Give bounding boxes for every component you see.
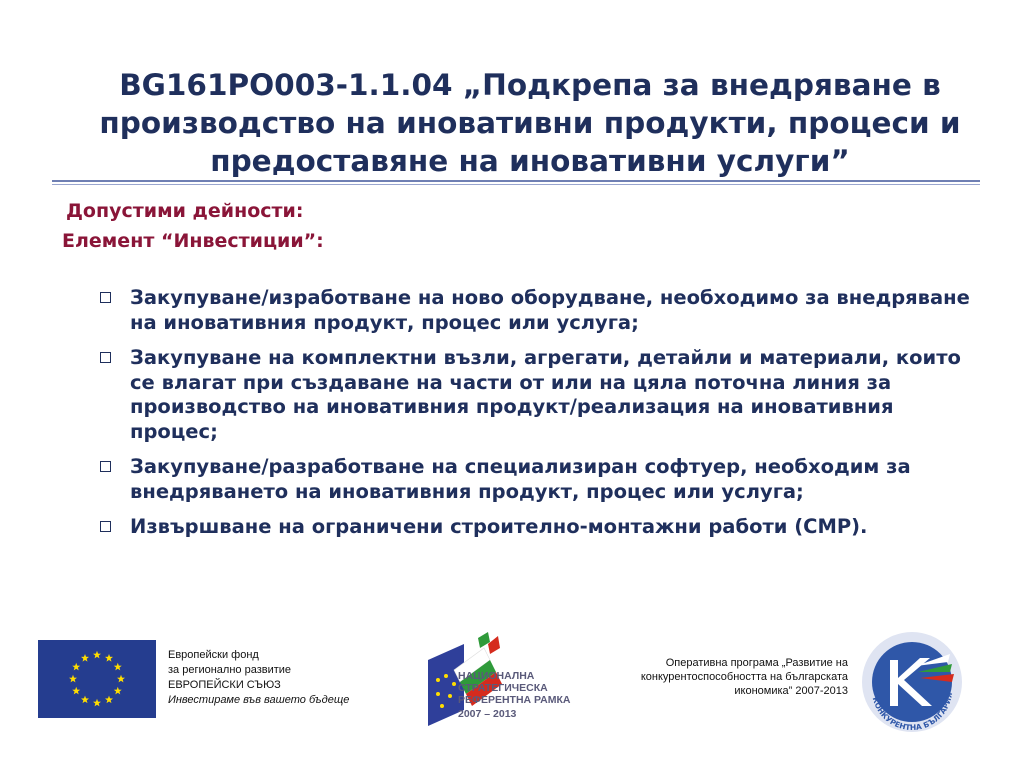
op-text-line: конкурентоспособността на българската [640, 671, 848, 683]
nsrf-text-line: РЕФЕРЕНТНА РАМКА [458, 694, 571, 706]
checkbox-bullet-icon [100, 352, 111, 363]
investments-element-heading: Елемент “Инвестиции”: [62, 230, 324, 252]
eu-star-icon [69, 675, 77, 683]
title-line: производство на иновативни продукти, процеси и [99, 106, 961, 140]
eu-star-icon [81, 654, 89, 662]
checkbox-bullet-icon [100, 521, 111, 532]
eu-text-line: Европейски фонд [168, 649, 259, 661]
eligible-activities-heading: Допустими дейности: [66, 200, 304, 222]
eu-star-icon [117, 675, 125, 683]
checkbox-bullet-icon [100, 461, 111, 472]
eu-star-icon [105, 654, 113, 662]
list-item-text: Закупуване на комплектни възли, агрегати, детайли и материали, които се влагат при създаване на части от или на цяла поточна линия за производство на иновативния продукт/реализация на иновативния процес; [130, 346, 961, 443]
eu-star-icon [114, 687, 122, 695]
eu-text-line: ЕВРОПЕЙСКИ СЪЮЗ [168, 679, 281, 691]
eu-stars-icon [38, 640, 156, 718]
eu-star-icon [93, 699, 101, 707]
operational-programme-text [600, 656, 848, 698]
eu-star-icon [114, 663, 122, 671]
list-item [100, 346, 980, 444]
kb-logo-text: КОНКУРЕНТНА БЪЛГАРИЯ [870, 691, 954, 733]
eu-fund-text [168, 648, 349, 708]
title-divider [52, 180, 980, 182]
op-text-line: икономика” 2007-2013 [734, 685, 848, 697]
list-item [100, 286, 980, 335]
list-item [100, 515, 980, 540]
eu-slogan: Инвестираме във вашето бъдеще [168, 694, 350, 706]
list-item [100, 455, 980, 504]
konkurentna-bulgaria-logo-icon [860, 630, 964, 734]
nsrf-text [458, 670, 570, 706]
eu-text-line: за регионално развитие [168, 664, 292, 676]
title-line: BG161PO003-1.1.04 „Подкрепа за внедряване в [119, 68, 941, 102]
title-line: предоставяне на иновативни услуги” [210, 144, 850, 178]
logo-footer [0, 630, 1024, 768]
nsrf-years: 2007 – 2013 [458, 708, 517, 720]
list-item-text: Закупуване/разработване на специализиран софтуер, необходим за внедряването на иновативния продукт, процес или услуга; [130, 455, 911, 503]
title-divider-thin [52, 184, 980, 185]
eu-star-icon [81, 696, 89, 704]
activities-list [100, 286, 980, 551]
slide-title [40, 66, 1020, 180]
eu-flag-icon [38, 640, 156, 718]
nsrf-text-line: СТРАТЕГИЧЕСКА [458, 682, 548, 694]
nsrf-text-line: НАЦИОНАЛНА [458, 670, 535, 682]
list-item-text: Закупуване/изработване на ново оборудване, необходимо за внедряване на иновативния продукт, процес или услуга; [130, 286, 970, 334]
eu-star-icon [93, 651, 101, 659]
list-item-text: Извършване на ограничени строително-монтажни работи (СМР). [130, 515, 868, 538]
checkbox-bullet-icon [100, 292, 111, 303]
eu-star-icon [72, 687, 80, 695]
op-text-line: Оперативна програма „Развитие на [665, 657, 848, 669]
eu-star-icon [72, 663, 80, 671]
eu-star-icon [105, 696, 113, 704]
